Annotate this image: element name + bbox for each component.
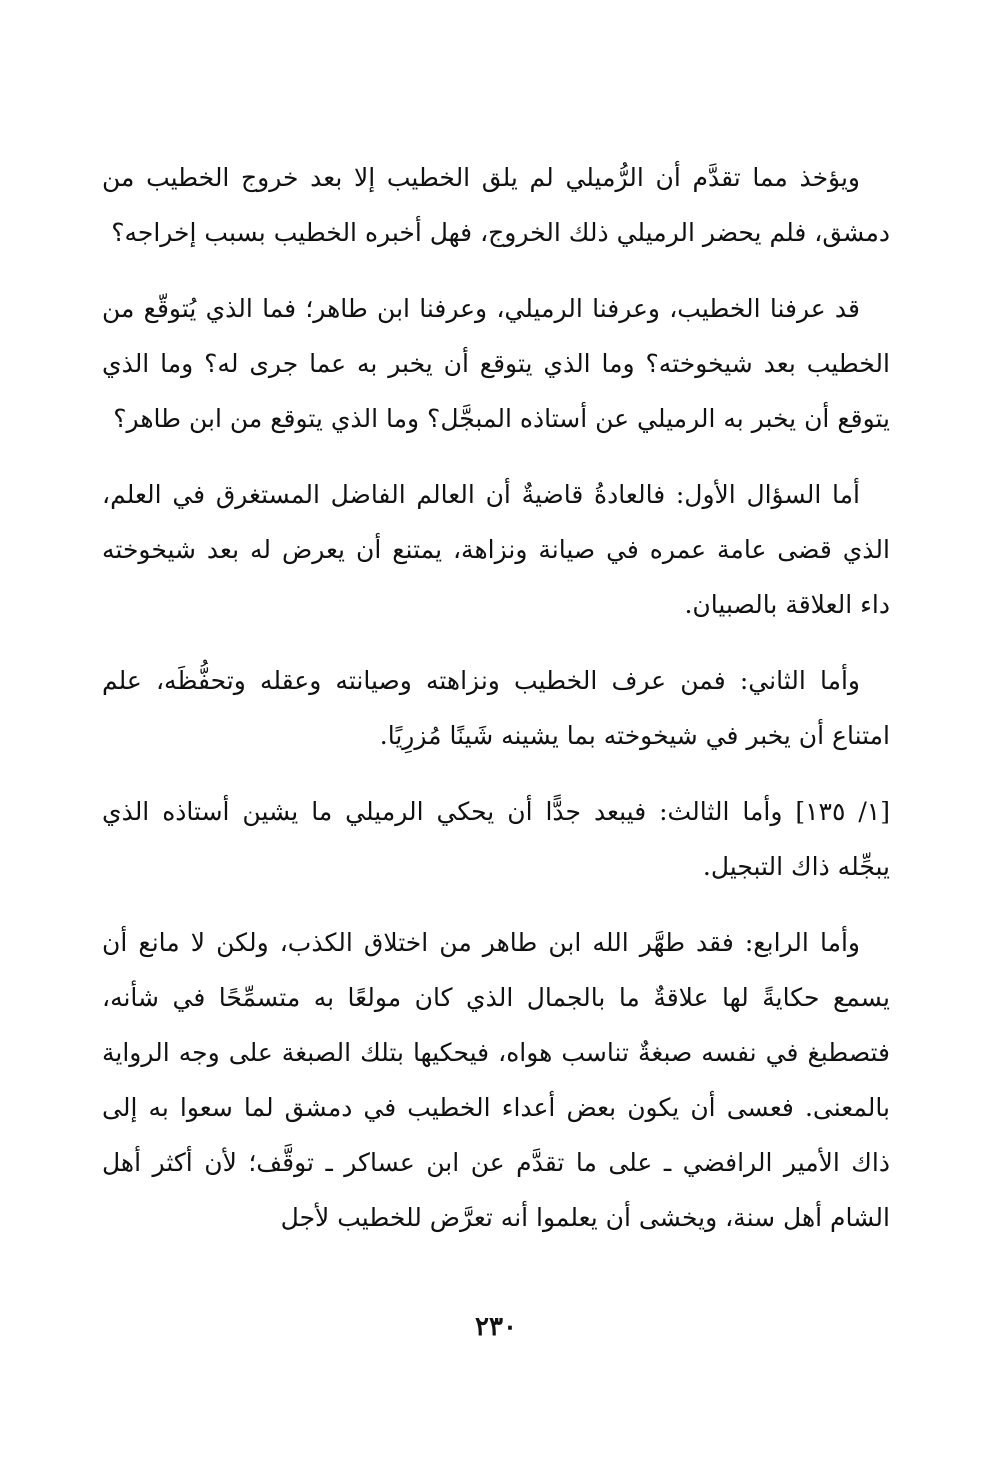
marginal-page-reference: [١/ ١٣٥] (795, 797, 890, 826)
paragraph-2: قد عرفنا الخطيب، وعرفنا الرميلي، وعرفنا ابن طاهر؛ فما الذي يُتوقّع من الخطيب بعد شيخوخته؟ وما الذي يتوقع أن يخبر به عما جرى له؟ وما الذي يتوقع أن يخبر به الرميلي عن أستاذه المبجَّل؟ وما الذي يتوقع من ابن طاهر؟ (102, 294, 890, 433)
paragraph-4: وأما الثاني: فمن عرف الخطيب ونزاهته وصيانته وعقله وتحفُّظَه، علم امتناع أن يخبر في شيخوخته بما يشينه شَينًا مُزرِيًا. (102, 666, 890, 750)
paragraph-1: ويؤخذ مما تقدَّم أن الرُّميلي لم يلق الخطيب إلا بعد خروج الخطيب من دمشق، فلم يحضر الرميلي ذلك الخروج، فهل أخبره الخطيب بسبب إخراجه؟ (102, 163, 890, 247)
paragraph-5 (102, 784, 890, 894)
body-text (102, 150, 890, 1266)
paragraph-6: وأما الرابع: فقد طهَّر الله ابن طاهر من اختلاق الكذب، ولكن لا مانع أن يسمع حكايةً لها علاقةٌ ما بالجمال الذي كان مولعًا به متسمِّحًا في شأنه، فتصطبغ في نفسه صبغةٌ تناسب هواه، فيحكيها بتلك الصبغة على وجه الرواية بالمعنى. فعسى أن يكون بعض أعداء الخطيب في دمشق لما سعوا به إلى ذاك الأمير الرافضي ـ على ما تقدَّم عن ابن عساكر ـ توقَّف؛ لأن أكثر أهل الشام أهل سنة، ويخشى أن يعلموا أنه تعرَّض للخطيب لأجل (102, 928, 890, 1232)
page-number: ٢٣٠ (475, 1312, 517, 1342)
paragraph-5-text: وأما الثالث: فيبعد جدًّا أن يحكي الرميلي ما يشين أستاذه الذي يبجِّله ذاك التبجيل. (102, 797, 890, 881)
paragraph-3: أما السؤال الأول: فالعادةُ قاضيةٌ أن العالم الفاضل المستغرق في العلم، الذي قضى عامة عمره في صيانة ونزاهة، يمتنع أن يعرض له بعد شيخوخته داء العلاقة بالصبيان. (102, 480, 890, 619)
